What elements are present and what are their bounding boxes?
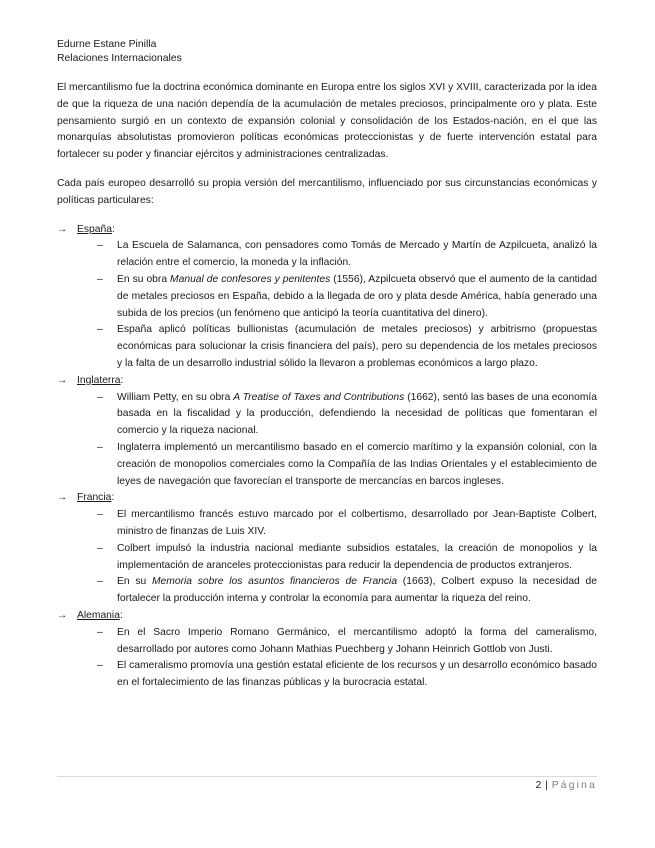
arrow-right-icon: → bbox=[57, 609, 68, 621]
dash-bullet-icon: – bbox=[97, 240, 103, 252]
item-text: (1663), Colbert expuso la necesidad de fortalecer la producción interna y controlar la economía para aumentar la riqueza del reino. bbox=[117, 576, 597, 605]
item-text: España aplicó políticas bullionistas (acumulación de metales preciosos) y arbitrismo (propuestas económicas para solucionar la crisis financiera del país), pero su dependencia de los metales preciosos y la falta de un desarrollo industrial sólido la llevaron a problemas económicos a largo plazo. bbox=[117, 324, 597, 369]
item-text: En el Sacro Imperio Romano Germánico, el mercantilismo adoptó la forma del cameralismo, desarrollado por autores como Johann Mathias Puechberg y Johann Heinrich Gottlob von Justi. bbox=[117, 626, 597, 655]
item-text: (1662), sentó las bases de una economía basada en la fiscalidad y la producción, defendiendo la necesidad de políticas que fomentaran el comercio y la riqueza nacional. bbox=[117, 391, 597, 437]
heading-colon: : bbox=[111, 223, 115, 235]
heading-colon: : bbox=[119, 609, 123, 621]
country-name: Alemania bbox=[77, 609, 120, 621]
item-text: La Escuela de Salamanca, con pensadores como Tomás de Mercado y Martín de Azpilcueta, analizó la relación entre el comercio, la moneda y la inflación. bbox=[117, 240, 597, 269]
dash-bullet-icon: – bbox=[97, 441, 103, 453]
author-name: Edurne Estane Pinilla bbox=[57, 39, 157, 50]
country-section bbox=[57, 490, 597, 608]
heading-colon: : bbox=[111, 492, 115, 504]
country-heading bbox=[77, 373, 597, 390]
list-item bbox=[97, 440, 597, 490]
country-list bbox=[57, 222, 597, 692]
item-text: (1556), Azpilcueta observó que el aumento de la cantidad de metales preciosos en España, debido a la llegada de oro y plata desde América, había generado una subida de los precios (un fenómeno que anticipó la teoría cuantitativa del dinero). bbox=[117, 273, 598, 319]
dash-bullet-icon: – bbox=[97, 542, 103, 554]
dash-bullet-icon: – bbox=[97, 324, 103, 336]
list-item bbox=[97, 322, 597, 372]
list-item bbox=[97, 390, 597, 440]
list-item bbox=[97, 238, 597, 272]
item-text: El cameralismo promovía una gestión estatal eficiente de los recursos y un desarrollo económico basado en el fortalecimiento de las finanzas públicas y la burocracia estatal. bbox=[117, 660, 597, 689]
document-body bbox=[57, 80, 597, 692]
page-separator: | bbox=[545, 780, 549, 791]
list-item bbox=[97, 272, 597, 322]
country-name: Inglaterra bbox=[77, 374, 121, 386]
country-heading bbox=[77, 222, 597, 239]
country-heading bbox=[77, 490, 597, 507]
intro-paragraph: El mercantilismo fue la doctrina económica dominante en Europa entre los siglos XVI y XVIII, caracterizada por la idea de que la riqueza de una nación dependía de la acumulación de metales preciosos, principalmente oro y plata. Este pensamiento surgió en un contexto de expansión colonial y consolidación de los Estados-nación, en el que las monarquías absolutistas promovieron políticas económicas proteccionistas y de fuerte intervención estatal para fortalecer su poder y financiar ejércitos y administraciones centralizadas. bbox=[57, 82, 597, 161]
item-text: William Petty, en su obra bbox=[117, 391, 234, 403]
item-text: Inglaterra implementó un mercantilismo basado en el comercio marítimo y la expansión colonial, con la creación de monopolios comerciales como la Compañía de las Indias Orientales y el establecimiento de leyes de navegación que favorecían el transporte de mercancías en barcos ingleses. bbox=[117, 441, 597, 487]
bullet-list bbox=[77, 390, 597, 491]
country-heading bbox=[77, 608, 597, 625]
document-header bbox=[57, 38, 182, 65]
dash-bullet-icon: – bbox=[97, 509, 103, 521]
list-item bbox=[97, 541, 597, 575]
list-item bbox=[97, 625, 597, 659]
item-text: En su bbox=[117, 576, 152, 588]
heading-colon: : bbox=[120, 374, 124, 386]
work-title: Manual de confesores y penitentes bbox=[170, 273, 331, 285]
bullet-list bbox=[77, 238, 597, 372]
arrow-right-icon: → bbox=[57, 492, 68, 504]
country-section bbox=[57, 373, 597, 491]
arrow-right-icon: → bbox=[57, 223, 68, 235]
item-text: Colbert impulsó la industria nacional mediante subsidios estatales, la creación de monopolios y la implementación de aranceles proteccionistas para reducir la dependencia de productos extranjeros. bbox=[117, 542, 597, 571]
country-name: Francia bbox=[77, 492, 112, 504]
dash-bullet-icon: – bbox=[97, 660, 103, 672]
work-title: Memoria sobre los asuntos financieros de Francia bbox=[151, 576, 398, 588]
work-title: A Treatise of Taxes and Contributions bbox=[233, 391, 405, 403]
course-subject: Relaciones Internacionales bbox=[57, 52, 182, 64]
page-number: 2 bbox=[535, 780, 542, 791]
footer-divider bbox=[57, 776, 597, 777]
item-text: En su obra bbox=[117, 273, 171, 285]
page-label: Página bbox=[551, 780, 597, 791]
dash-bullet-icon: – bbox=[97, 273, 103, 285]
country-section bbox=[57, 608, 597, 692]
dash-bullet-icon: – bbox=[97, 626, 103, 638]
list-item bbox=[97, 658, 597, 692]
page-footer bbox=[536, 780, 597, 791]
country-name: España bbox=[77, 223, 112, 235]
intro-paragraph: Cada país europeo desarrolló su propia versión del mercantilismo, influenciado por sus circunstancias económicas y políticas particulares: bbox=[57, 177, 597, 206]
dash-bullet-icon: – bbox=[97, 391, 103, 403]
arrow-right-icon: → bbox=[57, 374, 68, 386]
bullet-list bbox=[77, 625, 597, 692]
item-text: El mercantilismo francés estuvo marcado por el colbertismo, desarrollado por Jean-Baptiste Colbert, ministro de finanzas de Luis XIV. bbox=[117, 509, 597, 537]
country-section bbox=[57, 222, 597, 373]
list-item bbox=[97, 507, 597, 541]
dash-bullet-icon: – bbox=[97, 576, 103, 588]
list-item bbox=[97, 574, 597, 608]
bullet-list bbox=[77, 507, 597, 608]
